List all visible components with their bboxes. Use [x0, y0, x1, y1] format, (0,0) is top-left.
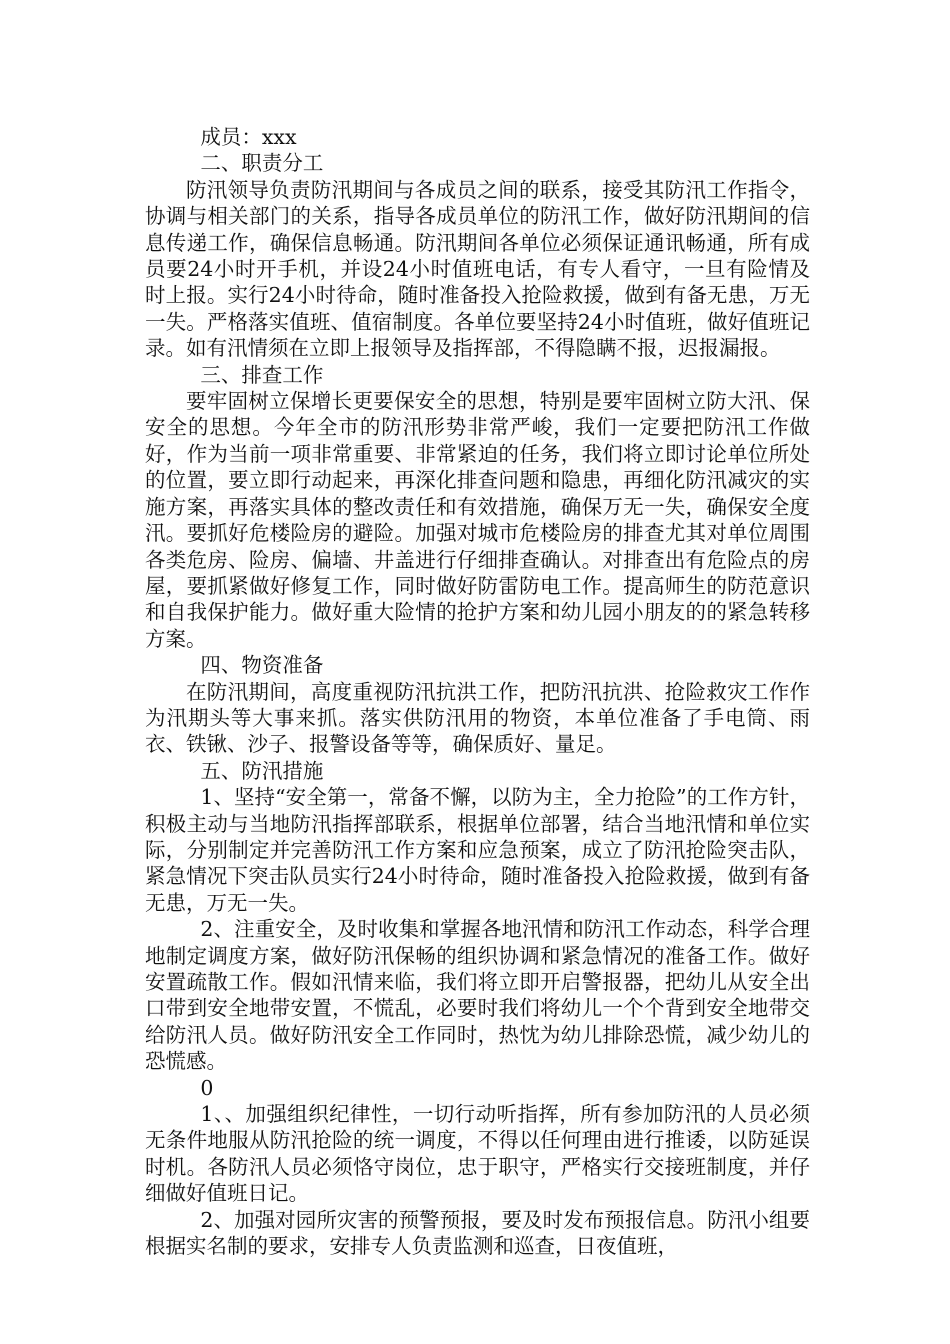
paragraph-duties: 防汛领导负责防汛期间与各成员之间的联系，接受其防汛工作指令，协调与相关部门的关系，指导各成员单位的防汛工作，做好防汛期间的信息传递工作，确保信息畅通。防汛期间各单位必须保证通讯畅通，所有成员要24小时开手机，并设24小时值班电话，有专人看守，一旦有险情及时上报。实行24小时待命，随时准备投入抢险救援，做到有备无患，万无一失。严格落实值班、值宿制度。各单位要坚持24小时值班，做好值班记录。如有汛情须在立即上报领导及指挥部，不得隐瞒不报，迟报漏报。 — [145, 177, 810, 361]
measure-item-1: 1、坚持“安全第一，常备不懈，以防为主，全力抢险”的工作方针，积极主动与当地防汛指挥部联系，根据单位部署，结合当地汛情和单位实际，分别制定并完善防汛工作方案和应急预案，成立了防汛抢险突击队，紧急情况下突击队员实行24小时待命，随时准备投入抢险救援，做到有备无患，万无一失。 — [145, 785, 810, 915]
section-heading-measures: 五、防汛措施 — [200, 758, 324, 783]
section-heading-inspection: 三、排查工作 — [200, 362, 324, 387]
section-heading-duties: 二、职责分工 — [200, 151, 324, 176]
paragraph-supplies: 在防汛期间，高度重视防汛抗洪工作，把防汛抗洪、抢险救灾工作作为汛期头等大事来抓。落实供防汛用的物资，本单位准备了手电筒、雨衣、铁锹、沙子、报警设备等等，确保质好、量足。 — [145, 679, 810, 757]
members-line: 成员：xxx — [200, 125, 297, 149]
section-heading-supplies: 四、物资准备 — [200, 653, 324, 678]
measure-item-2: 2、注重安全，及时收集和掌握各地汛情和防汛工作动态，科学合理地制定调度方案，做好防汛保畅的组织协调和紧急情况的准备工作。做好安置疏散工作。假如汛情来临，我们将立即开启警报器，把幼儿从安全出口带到安全地带安置，不慌乱，必要时我们将幼儿一个个背到安全地带交给防汛人员。做好防汛安全工作同时，热忱为幼儿排除恐慌，减少幼儿的恐慌感。 — [145, 917, 810, 1074]
discipline-item-2: 2、加强对园所灾害的预警预报，要及时发布预报信息。防汛小组要根据实名制的要求，安排专人负责监测和巡查，日夜值班， — [145, 1207, 810, 1259]
document-body — [145, 124, 810, 1259]
discipline-item-1: 1、、加强组织纪律性，一切行动听指挥，所有参加防汛的人员必须无条件地服从防汛抢险的统一调度，不得以任何理由进行推诿，以防延误时机。各防汛人员必须恪守岗位，忠于职守，严格实行交接班制度，并仔细做好值班日记。 — [145, 1102, 810, 1206]
paragraph-inspection: 要牢固树立保增长更要保安全的思想，特别是要牢固树立防大汛、保安全的思想。今年全市的防汛形势非常严峻，我们一定要把防汛工作做好，作为当前一项非常重要、非常紧迫的任务，我们将立即讨论单位所处的位置，要立即行动起来，再深化排查问题和隐患，再细化防汛减灾的实施方案，再落实具体的整改责任和有效措施，确保万无一失，确保安全度汛。要抓好危楼险房的避险。加强对城市危楼险房的排查尤其对单位周围各类危房、险房、偏墙、井盖进行仔细排查确认。对排查出有危险点的房屋，要抓紧做好修复工作，同时做好防雷防电工作。提高师生的防范意识和自我保护能力。做好重大险情的抢护方案和幼儿园小朋友的的紧急转移方案。 — [145, 389, 810, 651]
section-heading-zero: 0 — [200, 1075, 214, 1100]
